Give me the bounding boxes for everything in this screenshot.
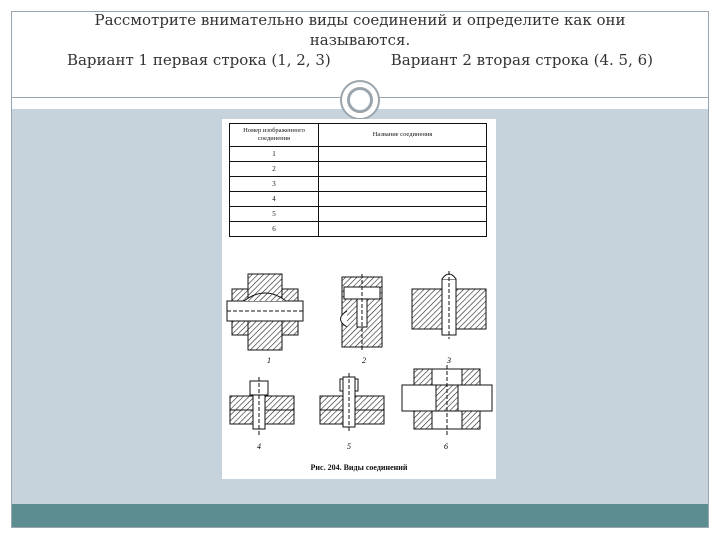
- row-number: 2: [230, 162, 319, 177]
- drawing-label-3: 3: [447, 356, 451, 365]
- joint-drawing-3: [412, 271, 486, 339]
- bottom-bar: [12, 504, 708, 527]
- figure-caption: Рис. 204. Виды соединений: [310, 463, 408, 472]
- joint-drawing-5: [320, 373, 384, 433]
- row-answer-cell[interactable]: [319, 207, 487, 222]
- drawing-label-6: 6: [444, 442, 448, 451]
- row-answer-cell[interactable]: [319, 222, 487, 237]
- joint-drawing-6: [402, 365, 492, 435]
- table-row: [230, 147, 487, 162]
- answer-table: [229, 123, 487, 237]
- variant-2-text: Вариант 2 вторая строка (4. 5, 6): [390, 51, 654, 69]
- connection-drawings: [222, 259, 496, 464]
- joint-drawing-1: [227, 274, 303, 350]
- row-answer-cell[interactable]: [319, 177, 487, 192]
- row-answer-cell[interactable]: [319, 162, 487, 177]
- row-number: 1: [230, 147, 319, 162]
- table-row: [230, 177, 487, 192]
- slide-title: [20, 10, 700, 70]
- row-answer-cell[interactable]: [319, 147, 487, 162]
- table-header-name: Название соединения: [319, 124, 487, 147]
- row-number: 4: [230, 192, 319, 207]
- row-number: 3: [230, 177, 319, 192]
- joint-drawing-4: [230, 377, 294, 435]
- title-line-1: Рассмотрите внимательно виды соединений и определите как они: [94, 11, 626, 29]
- joint-drawing-2: [341, 274, 383, 351]
- drawing-label-4: 4: [257, 442, 261, 451]
- row-answer-cell[interactable]: [319, 192, 487, 207]
- drawing-label-5: 5: [347, 442, 351, 451]
- ring-ornament-icon: [340, 80, 380, 120]
- variants-line: [20, 50, 700, 70]
- table-row: [230, 192, 487, 207]
- drawing-label-2: 2: [362, 356, 366, 365]
- row-number: 6: [230, 222, 319, 237]
- variant-1-text: Вариант 1 первая строка (1, 2, 3): [66, 51, 331, 69]
- table-header-number: Номер изображенного соединения: [230, 124, 319, 147]
- table-row: [230, 207, 487, 222]
- drawing-label-1: 1: [267, 356, 271, 365]
- row-number: 5: [230, 207, 319, 222]
- connections-figure: [222, 119, 496, 479]
- title-line-2: называются.: [309, 31, 411, 49]
- table-row: [230, 162, 487, 177]
- table-row: [230, 222, 487, 237]
